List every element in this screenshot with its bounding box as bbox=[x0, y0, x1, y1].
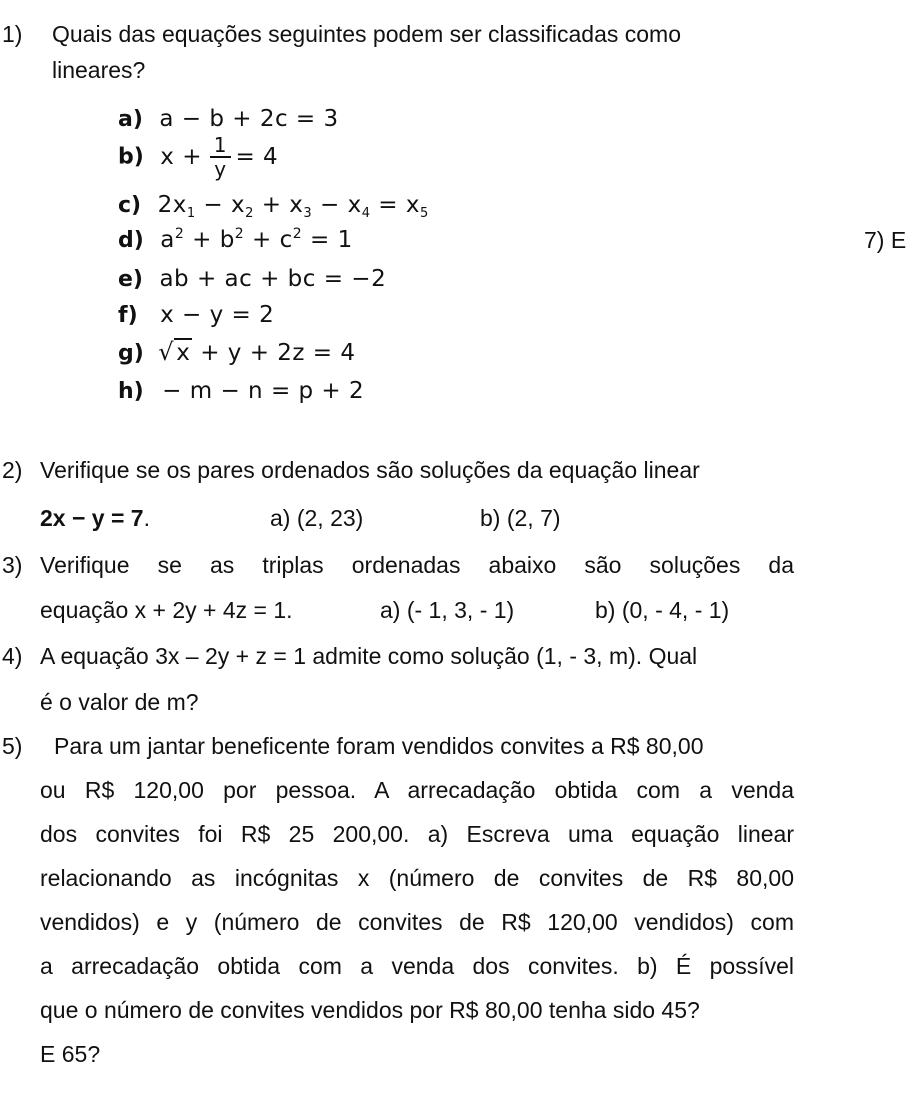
option-c-label: c) bbox=[118, 193, 142, 218]
question-5-line-7: que o número de convites vendidos por R$ 80,00 tenha sido 45? bbox=[40, 997, 700, 1023]
question-2-equation-line: 2x − y = 7. bbox=[40, 505, 150, 531]
question-4-solution: (1, - 3, m). bbox=[536, 643, 643, 669]
option-h-equation: − m − n = p + 2 bbox=[162, 378, 365, 404]
option-f-label: f) bbox=[118, 303, 138, 328]
option-f bbox=[118, 302, 274, 328]
option-a bbox=[118, 106, 339, 132]
question-4-text-line2: é o valor de m? bbox=[40, 689, 199, 715]
square-root: √ x bbox=[158, 338, 191, 366]
option-a-equation: a − b + 2c = 3 bbox=[159, 106, 339, 132]
question-2-option-b: b) (2, 7) bbox=[480, 505, 561, 531]
question-3-text-line2: equação x + 2y + 4z = 1. bbox=[40, 597, 293, 623]
question-3-option-a: a) (- 1, 3, - 1) bbox=[380, 597, 515, 623]
fraction-numerator: 1 bbox=[210, 134, 231, 158]
question-5-line-8: E 65? bbox=[40, 1041, 101, 1067]
option-c bbox=[118, 192, 429, 221]
question-4-equation: 3x – 2y + z = 1 bbox=[155, 643, 306, 669]
question-2-number: 2) bbox=[2, 457, 23, 483]
question-1-number: 1) bbox=[2, 21, 23, 47]
question-5-line-1: Para um jantar beneficente foram vendidos convites a R$ 80,00 bbox=[54, 733, 704, 759]
question-2-option-a: a) (2, 23) bbox=[270, 505, 364, 531]
question-5-number: 5) bbox=[2, 733, 23, 759]
option-g bbox=[118, 340, 356, 366]
question-3-text-line1: Verifique se as triplas ordenadas abaixo são soluções da bbox=[40, 552, 794, 578]
option-d bbox=[118, 226, 353, 253]
option-d-label: d) bbox=[118, 228, 144, 253]
question-3-option-b: b) (0, - 4, - 1) bbox=[595, 597, 730, 623]
question-5-line-5: vendidos) e y (número de convites de R$ 120,00 vendidos) com bbox=[40, 909, 794, 935]
option-e-equation: ab + ac + bc = −2 bbox=[159, 266, 387, 292]
option-b bbox=[118, 134, 278, 180]
option-h bbox=[118, 378, 364, 404]
question-4-text-line1: A equação 3x – 2y + z = 1 admite como solução (1, - 3, m). Qual bbox=[40, 643, 698, 669]
cropped-question-7-fragment: 7) E bbox=[864, 227, 907, 253]
option-c-equation: $2x_1 - x_2 + x_3 - x_4 = x_5$ bbox=[157, 192, 429, 221]
option-g-equation: √ x + y + 2z = 4 bbox=[158, 338, 356, 366]
option-a-label: a) bbox=[118, 107, 143, 132]
option-b-equation-left: x + bbox=[160, 144, 210, 170]
question-5-line-4: relacionando as incógnitas x (número de convites de R$ 80,00 bbox=[40, 865, 794, 891]
question-2-equation: 2x − y = 7 bbox=[40, 505, 144, 531]
question-5-line-6: a arrecadação obtida com a venda dos convites. b) É possível bbox=[40, 953, 794, 979]
option-h-label: h) bbox=[118, 379, 144, 404]
option-e-label: e) bbox=[118, 267, 143, 292]
question-1-text-line2: lineares? bbox=[52, 57, 146, 83]
question-3-number: 3) bbox=[2, 552, 23, 578]
question-3-equation: x + 2y + 4z = 1. bbox=[134, 597, 293, 623]
option-b-label: b) bbox=[118, 144, 144, 170]
option-d-equation: $a^2 + b^2 + c^2 = 1$ bbox=[160, 226, 353, 253]
option-b-fraction bbox=[210, 134, 231, 180]
question-4-number: 4) bbox=[2, 643, 23, 669]
option-g-label: g) bbox=[118, 341, 144, 366]
question-5-line-2: ou R$ 120,00 por pessoa. A arrecadação obtida com a venda bbox=[40, 777, 794, 803]
question-5-line-3: dos convites foi R$ 25 200,00. a) Escreva uma equação linear bbox=[40, 821, 794, 847]
option-b-equation-right: = 4 bbox=[235, 144, 279, 170]
question-2-text: Verifique se os pares ordenados são soluções da equação linear bbox=[40, 457, 700, 483]
question-1-text-line1: Quais das equações seguintes podem ser classificadas como bbox=[52, 21, 682, 47]
option-e bbox=[118, 266, 386, 292]
option-f-equation: x − y = 2 bbox=[160, 302, 275, 328]
fraction-denominator: y bbox=[214, 157, 227, 181]
